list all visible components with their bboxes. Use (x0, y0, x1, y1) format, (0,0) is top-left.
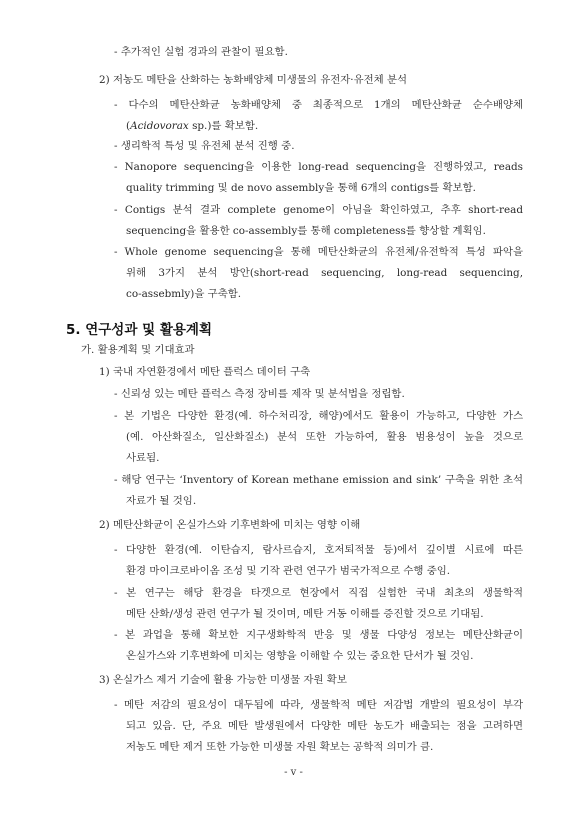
bullet-nanopore-line1: - Nanopore sequencing을 이용한 long-read sequencing을 진행하였고, reads (114, 161, 523, 173)
item-2-heading: 2) 저농도 메탄을 산화하는 농화배양체 미생물의 유전자·유전체 분석 (99, 74, 408, 86)
bullet-observation: - 추가적인 실험 경과의 관찰이 필요함. (114, 46, 288, 58)
subsection-ga-heading: 가. 활용계획 및 기대효과 (81, 344, 195, 356)
bullet-applicability-line3: 사료됨. (126, 452, 160, 464)
item-2-heading-sec5: 2) 메탄산화균이 온실가스와 기후변화에 미치는 영향 이해 (99, 519, 361, 531)
page-number: - v - (284, 767, 303, 778)
item-1-heading: 1) 국내 자연환경에서 메탄 플럭스 데이터 구축 (99, 366, 311, 378)
bullet-flux-device: - 신뢰성 있는 메탄 플럭스 측정 장비를 제작 및 분석법을 정립함. (114, 388, 405, 400)
bullet-wgs-line1: - Whole genome sequencing을 통해 메탄산화균의 유전체/유전학적 특성 파악을 (114, 246, 523, 258)
bullet-contigs-line2: sequencing을 활용한 co-assembly를 통해 completeness를 향상할 계획임. (126, 225, 486, 237)
section-5-title: 5. 연구성과 및 활용계획 (66, 322, 212, 338)
bullet-environments-line1: - 다양한 환경(예. 이탄습지, 람사르습지, 호저퇴적물 등)에서 깊이별 시료에 따른 (114, 544, 523, 556)
bullet-physiology: - 생리학적 특성 및 유전체 분석 진행 중. (114, 140, 295, 152)
bullet-first-study-line1: - 본 연구는 해당 환경을 타겟으로 현장에서 직접 실험한 국내 최초의 생물학적 (114, 587, 523, 599)
bullet-biogeochem-line2: 온실가스와 기후변화에 미치는 영향을 이해할 수 있는 중요한 단서가 될 것임. (126, 650, 474, 662)
item-3-heading: 3) 온실가스 제거 기술에 활용 가능한 미생물 자원 확보 (99, 674, 347, 686)
bullet-environments-line2: 환경 마이크로바이옴 조성 및 기작 관련 연구가 범국가적으로 수행 중임. (126, 565, 451, 577)
bullet-inventory-line1: - 해당 연구는 ‘Inventory of Korean methane emission and sink’ 구축을 위한 초석 (114, 474, 523, 486)
species-name: Acidovorax (130, 120, 189, 132)
bullet-mitigation-line2: 되고 있음. 단, 주요 메탄 발생원에서 다양한 메탄 농도가 배출되는 점을 고려하면 (126, 720, 523, 732)
bullet-inventory-line2: 자료가 될 것임. (126, 495, 197, 507)
bullet-mitigation-line1: - 메탄 저감의 필요성이 대두됨에 따라, 생물학적 메탄 저감법 개발의 필요성이 부각 (114, 699, 523, 711)
bullet-biogeochem-line1: - 본 과업을 통해 확보한 지구생화학적 반응 및 생물 다양성 정보는 메탄산화균이 (114, 629, 523, 641)
bullet-contigs-line1: - Contigs 분석 결과 complete genome이 아님을 확인하였고, 추후 short-read (114, 204, 523, 216)
bullet-wgs-line3: co-assebmly)을 구축함. (126, 288, 242, 300)
bullet-applicability-line1: - 본 기법은 다양한 환경(예. 하수처리장, 해양)에서도 활용이 가능하고, 다양한 가스 (114, 410, 523, 422)
bullet-enrichment-line1: - 다수의 메탄산화균 농화배양체 중 최종적으로 1개의 메탄산화균 순수배양체 (114, 99, 523, 111)
bullet-applicability-line2: (예. 아산화질소, 일산화질소) 분석 또한 가능하여, 활용 범용성이 높을 것으로 (126, 431, 523, 443)
bullet-first-study-line2: 메탄 산화/생성 관련 연구가 될 것이며, 메탄 거동 이해를 증진할 것으로 기대됨. (126, 608, 484, 620)
bullet-enrichment-line2: (Acidovorax sp.)를 확보함. (126, 120, 259, 132)
bullet-nanopore-line2: quality trimming 및 de novo assembly을 통해 6개의 contigs를 확보함. (126, 182, 476, 194)
bullet-wgs-line2: 위해 3가지 분석 방안(short-read sequencing, long-read sequencing, (126, 267, 523, 279)
bullet-mitigation-line3: 저농도 메탄 제거 또한 가능한 미생물 자원 확보는 공학적 의미가 큼. (126, 741, 434, 753)
